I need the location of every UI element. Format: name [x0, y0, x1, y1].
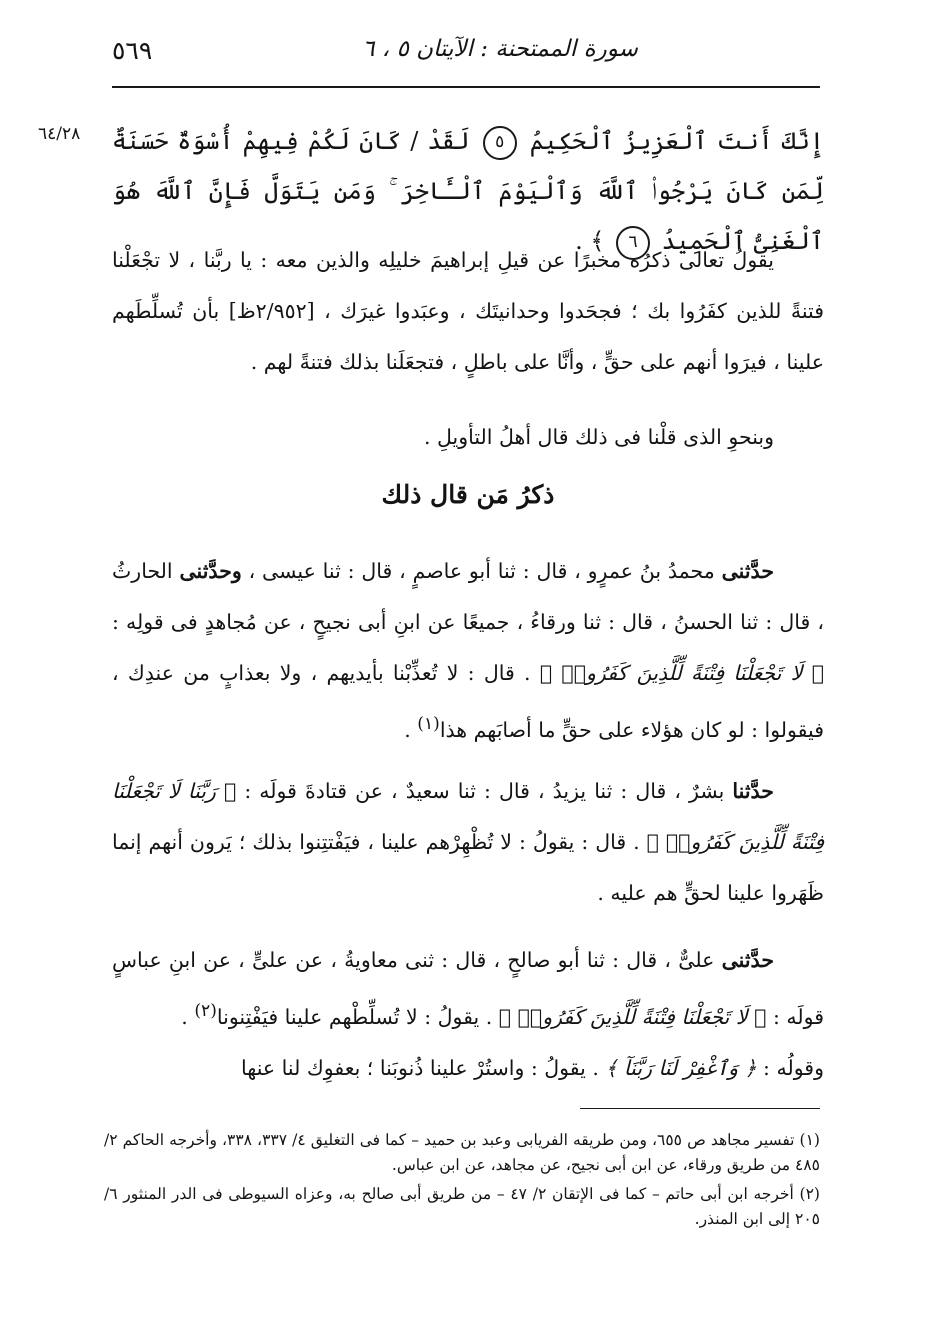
- quran-text-b: لَقَدْ / كَانَ لَكُمْ فِيهِمْ أُسْوَةٌ حَسَنَةٌ لِّمَن كَانَ يَرْجُوا۟ ٱللَّهَ وَٱلْيَوْمَ ٱلْـَٔاخِرَ ۚ وَمَن يَتَوَلَّ فَإِنَّ ٱللَّهَ هُوَ ٱلْغَنِىُّ ٱلْحَمِيدُ: [112, 127, 824, 255]
- inline-quran-quote: ﴿ لَا تَجْعَلْنَا فِتْنَةً لِّلَّذِينَ كَفَرُوا۟ ﴾: [539, 661, 824, 685]
- section-heading: ذكرُ مَن قال ذلك: [381, 480, 555, 509]
- hadith-text: محمدُ بنُ عمرٍو ، قال : ثنا أبو عاصمٍ ، قال : ثنا عيسى ،: [241, 559, 722, 583]
- quran-text-a: إِنَّكَ أَنتَ ٱلْعَزِيزُ ٱلْحَكِيمُ: [529, 127, 824, 155]
- side-reference: ٦٤/٢٨: [38, 124, 81, 144]
- hadith-text: علىٌّ ، قال : ثنا أبو صالحٍ ، قال : ثنى معاويةُ ، عن علىٍّ ، عن ابنِ عباسٍ قولَه :: [112, 948, 824, 1029]
- chain-lead: حدَّثنا: [732, 779, 774, 803]
- hadith-text: بشرٌ ، قال : ثنا يزيدُ ، قال : ثنا سعيدٌ ، عن قتادةَ قولَه :: [236, 779, 733, 803]
- commentary-paragraph: وبنحوِ الذى قلْنا فى ذلك قال أهلُ التأويلِ .: [423, 425, 774, 449]
- inline-quran-quote: ﴿ لَا تَجْعَلْنَا فِتْنَةً لِّلَّذِينَ كَفَرُوا۟ ﴾: [498, 1004, 767, 1029]
- hadith-text: وقولُه :: [756, 1055, 824, 1080]
- inline-quran-quote: ﴿ وَٱغْفِرْ لَنَا رَبَّنَآ ﴾: [605, 1055, 757, 1080]
- inline-quran-quote: ﴿ رَبَّنَا لَا تَجْعَلْنَا فِتْنَةً لِّلَّذِينَ كَفَرُوا۟ ﴾: [112, 779, 824, 854]
- hadith-text: الحارثُ ، قال : ثنا الحسنُ ، قال : ثنا ورقاءُ ، جميعًا عن ابنِ أبى نجيحٍ ، عن مُجاهدٍ فى قولِه :: [112, 559, 824, 634]
- hadith-paragraph: [112, 766, 824, 919]
- hadith-text: .: [404, 717, 418, 742]
- footnote: (١) تفسير مجاهد ص ٦٥٥، ومن طريقه الفريابى وعبد بن حميد – كما فى التغليق ٤/ ٣٣٧، ٣٣٨، وأخرجه الحاكم ٢/ ٤٨٥ من طريق ورقاء، عن ابن أبى نجيح، عن مجاهد، عن ابن عباس.: [104, 1131, 820, 1174]
- hadith-paragraph: [112, 546, 824, 756]
- page-number: ٥٦٩: [112, 36, 153, 65]
- chain-lead: وحدَّثنى: [179, 559, 242, 583]
- ayah-number-marker: ٥: [483, 126, 517, 160]
- footnote-marker[interactable]: (٢): [194, 1001, 217, 1021]
- chain-lead: حدَّثنى: [721, 559, 774, 583]
- footnote-rule: [580, 1108, 820, 1109]
- hadith-text: .: [181, 1004, 195, 1029]
- hadith-paragraph: [112, 935, 824, 1094]
- footnote-marker[interactable]: (١): [417, 714, 440, 734]
- quran-end: ﴾ .: [575, 227, 605, 255]
- hadith-text: . قال : لا تُعذِّبْنا بأيديهم ، ولا بعذابٍ من عندِك ، فيقولوا : لو كان هؤلاء على حقٍّ ما أصابَهم هذا: [112, 661, 824, 742]
- chain-lead: حدَّثنى: [721, 948, 774, 972]
- running-title: سورة الممتحنة : الآيتان ٥ ، ٦: [362, 36, 638, 62]
- hadith-text: . يقولُ : لا تُسلِّطْهم علينا فيَفْتِنونا: [216, 1004, 499, 1029]
- ayah-number-marker: ٦: [616, 226, 650, 260]
- hadith-text: . يقولُ : واستُرْ علينا ذُنوبَنا ؛ بعفوِك لنا عنها: [241, 1055, 606, 1080]
- footnotes: [104, 1128, 820, 1236]
- commentary-paragraph: يقولُ تعالى ذكرُه مخبرًا عن قيلِ إبراهيمَ خليلِه والذين معه : يا ربَّنا ، لا تجْعَلْنا فتنةً للذين كفَرُوا بك ؛ فجحَدوا وحدانيتَك ، وعبَدوا غيرَك ، [٢/٩٥٢ظ] بأن تُسلِّطَهم علينا ، فيرَوا أنهم على حقٍّ ، وأنَّا على باطلٍ ، فتجعَلَنا بذلك فتنةً لهم .: [112, 248, 824, 374]
- hadith-text: . قال : يقولُ : لا تُظْهِرْهم علينا ، فيَفْتتِنوا بذلك ؛ يَرون أنهم إنما ظَهَروا علينا لحقٍّ هم عليه .: [112, 830, 824, 905]
- footnote: (٢) أخرجه ابن أبى حاتم – كما فى الإتقان ٢/ ٤٧ – من طريق أبى صالح به، وعزاه السيوطى فى الدر المنثور ٦/ ٢٠٥ إلى ابن المنذر.: [104, 1185, 820, 1228]
- header-rule: [112, 86, 820, 88]
